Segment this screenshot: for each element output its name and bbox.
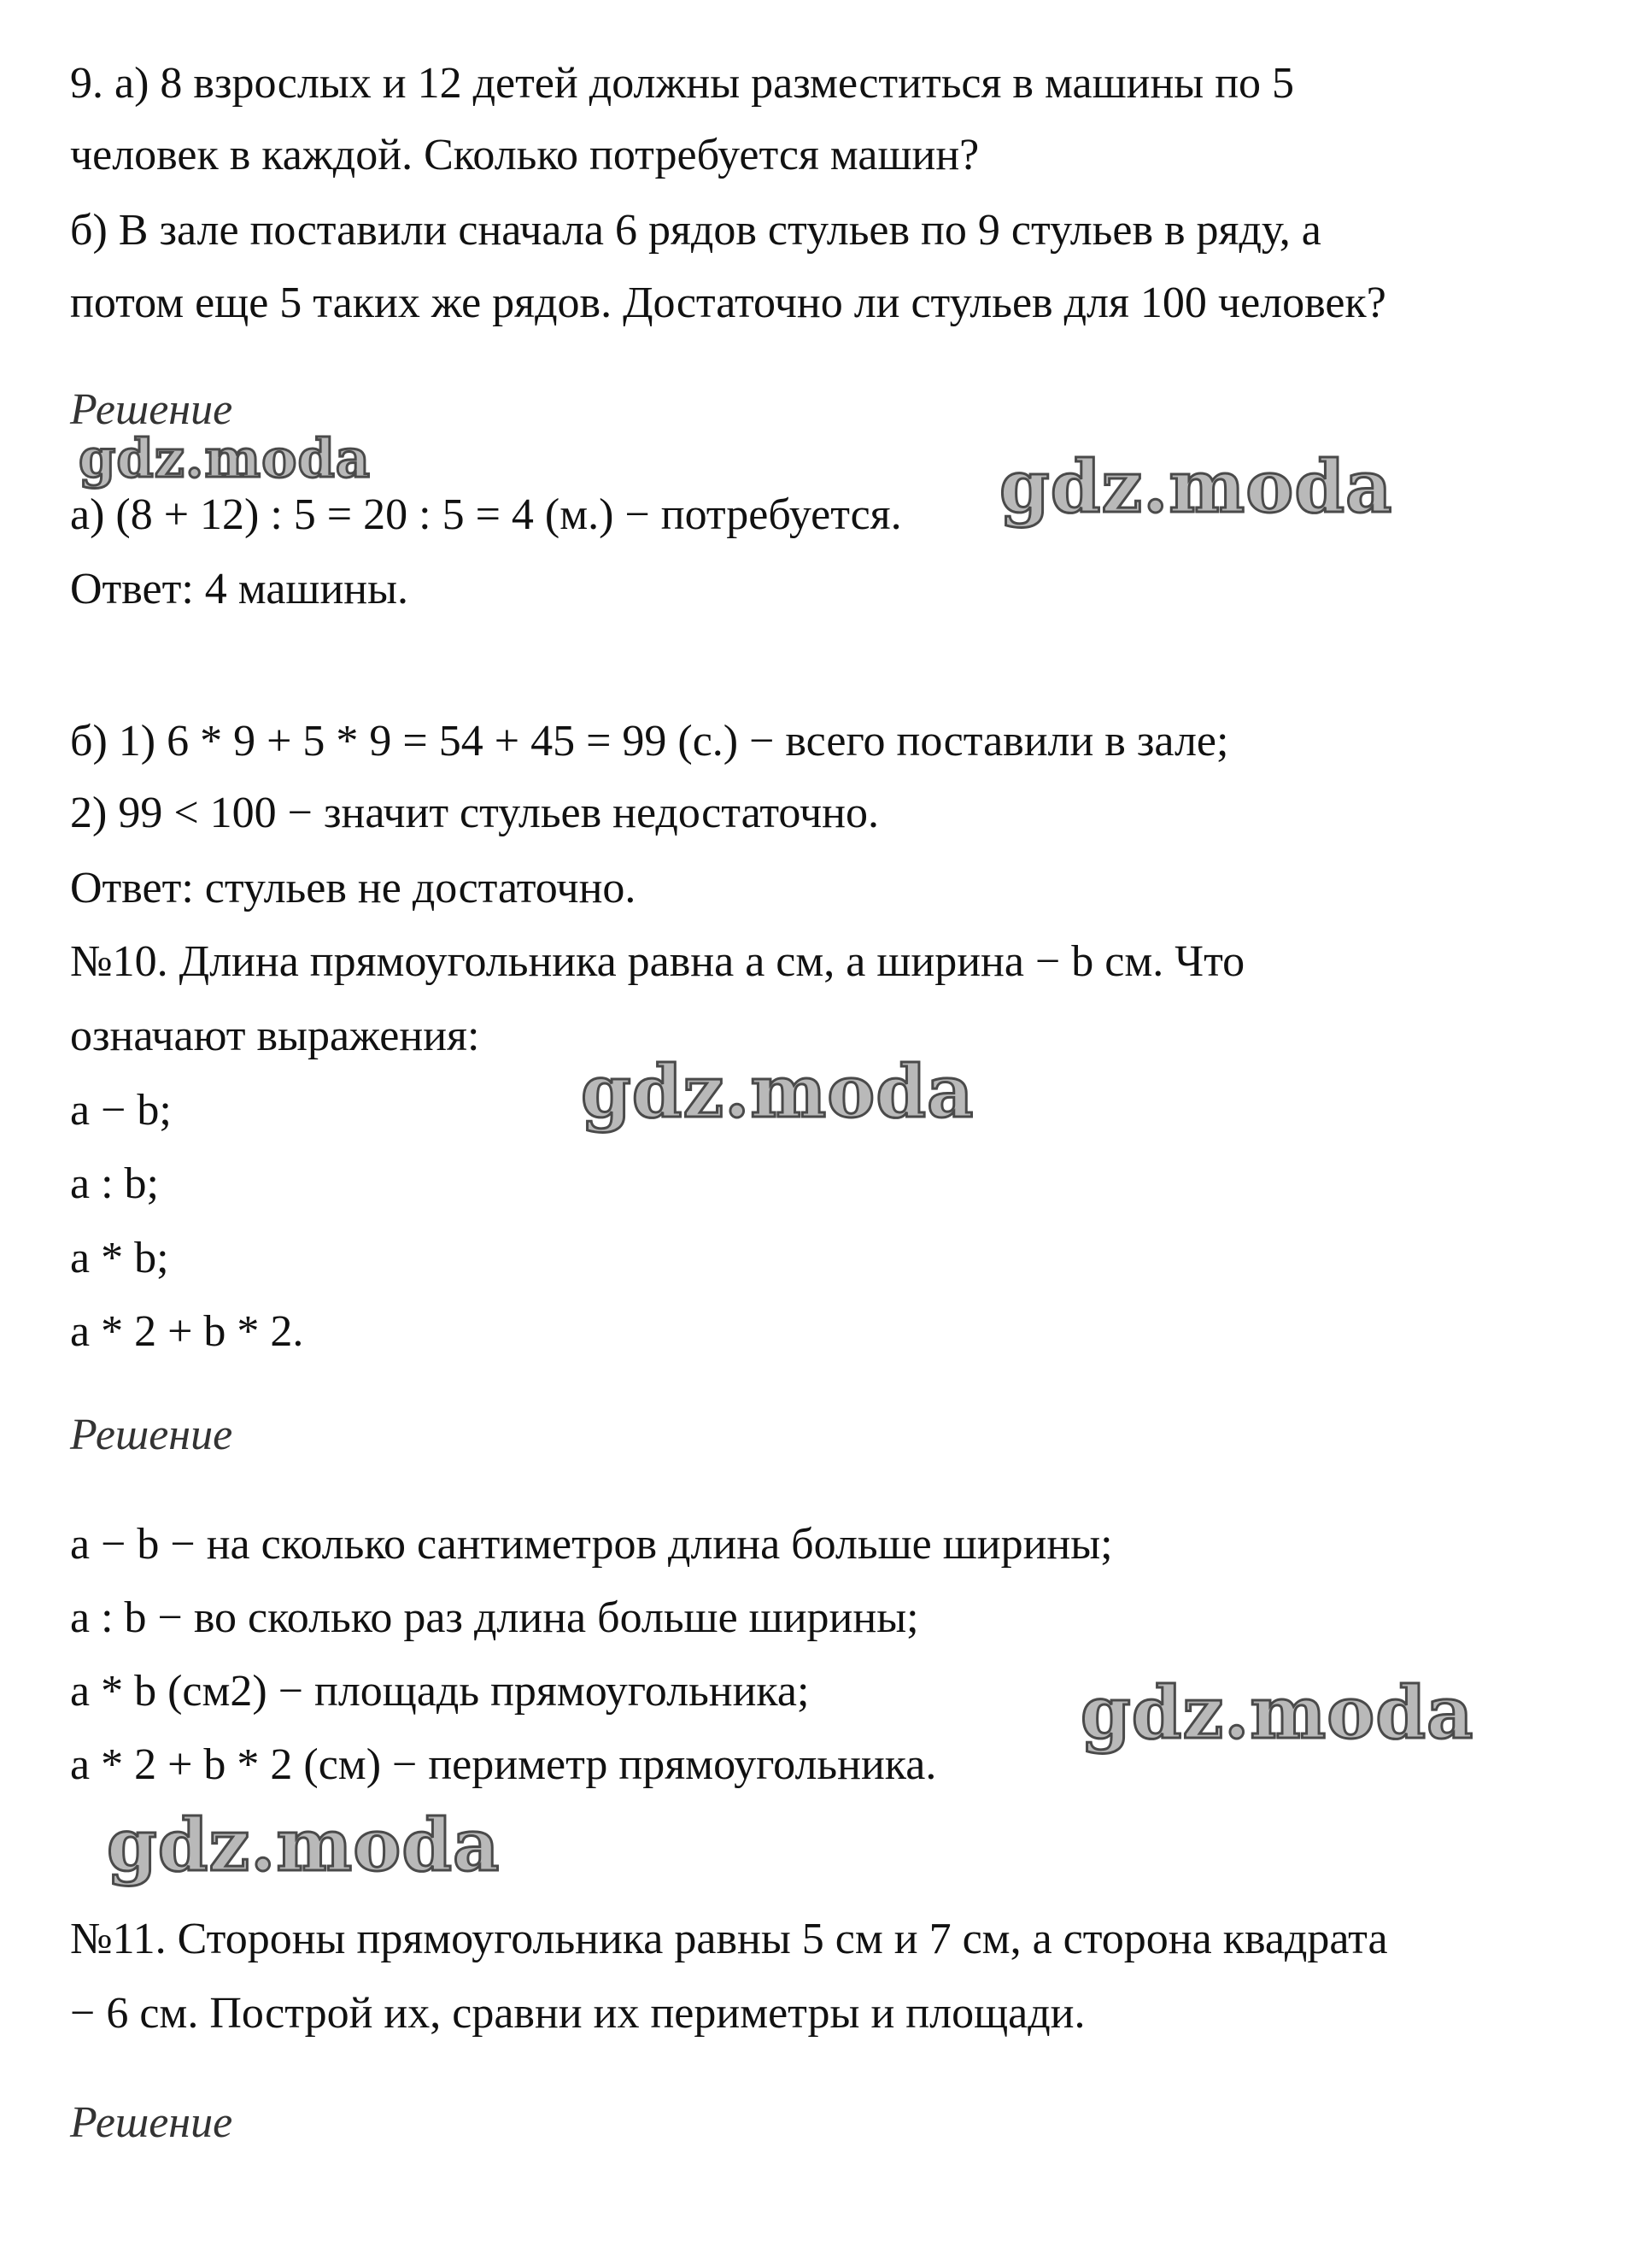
- task11-text-line-1: №11. Стороны прямоугольника равны 5 см и 7 см, а сторона квадрата: [70, 1915, 1388, 1963]
- watermark-logo: gdz.moda: [107, 1803, 501, 1887]
- task10-answer-perimeter: a * 2 + b * 2 (см) − периметр прямоугольника.: [70, 1740, 937, 1789]
- task10-answer-area: a * b (см2) − площадь прямоугольника;: [70, 1667, 810, 1716]
- task9-text-line-4: потом еще 5 таких же рядов. Достаточно ли стульев для 100 человек?: [70, 279, 1386, 327]
- task9b-answer: Ответ: стульев не достаточно.: [70, 864, 636, 912]
- expression-a-div-b: a : b;: [70, 1159, 159, 1208]
- task9-text-line-3: б) В зале поставили сначала 6 рядов стульев по 9 стульев в ряду, а: [70, 206, 1321, 255]
- task9-text-line-1: 9. а) 8 взрослых и 12 детей должны разместиться в машины по 5: [70, 59, 1295, 108]
- expression-a-minus-b: a − b;: [70, 1086, 172, 1135]
- watermark-logo: gdz.moda: [1081, 1670, 1474, 1755]
- task9b-solution-step-2: 2) 99 < 100 − значит стульев недостаточно.: [70, 789, 879, 837]
- task10-text-line-1: №10. Длина прямоугольника равна a см, а ширина − b см. Что: [70, 937, 1245, 986]
- solution-heading-3: Решение: [70, 2098, 233, 2147]
- task9-text-line-2: человек в каждой. Сколько потребуется машин?: [70, 131, 980, 179]
- watermark-logo: gdz.moda: [581, 1049, 975, 1134]
- task9a-answer: Ответ: 4 машины.: [70, 565, 409, 613]
- watermark-logo: gdz.moda: [79, 427, 371, 490]
- task10-answer-ratio: a : b − во сколько раз длина больше ширины;: [70, 1593, 919, 1642]
- task11-text-line-2: − 6 см. Построй их, сравни их периметры и площади.: [70, 1989, 1086, 2038]
- expression-perimeter: a * 2 + b * 2.: [70, 1307, 304, 1356]
- solution-heading-2: Решение: [70, 1411, 233, 1459]
- task10-answer-difference: a − b − на сколько сантиметров длина больше ширины;: [70, 1520, 1113, 1569]
- task9b-solution-step-1: б) 1) 6 * 9 + 5 * 9 = 54 + 45 = 99 (с.) − всего поставили в зале;: [70, 717, 1229, 766]
- solution-heading-1: Решение: [70, 385, 233, 434]
- task10-text-line-2: означают выражения:: [70, 1012, 480, 1060]
- expression-a-times-b: a * b;: [70, 1234, 169, 1282]
- watermark-logo: gdz.moda: [999, 444, 1393, 529]
- task9a-solution: а) (8 + 12) : 5 = 20 : 5 = 4 (м.) − потребуется.: [70, 490, 902, 539]
